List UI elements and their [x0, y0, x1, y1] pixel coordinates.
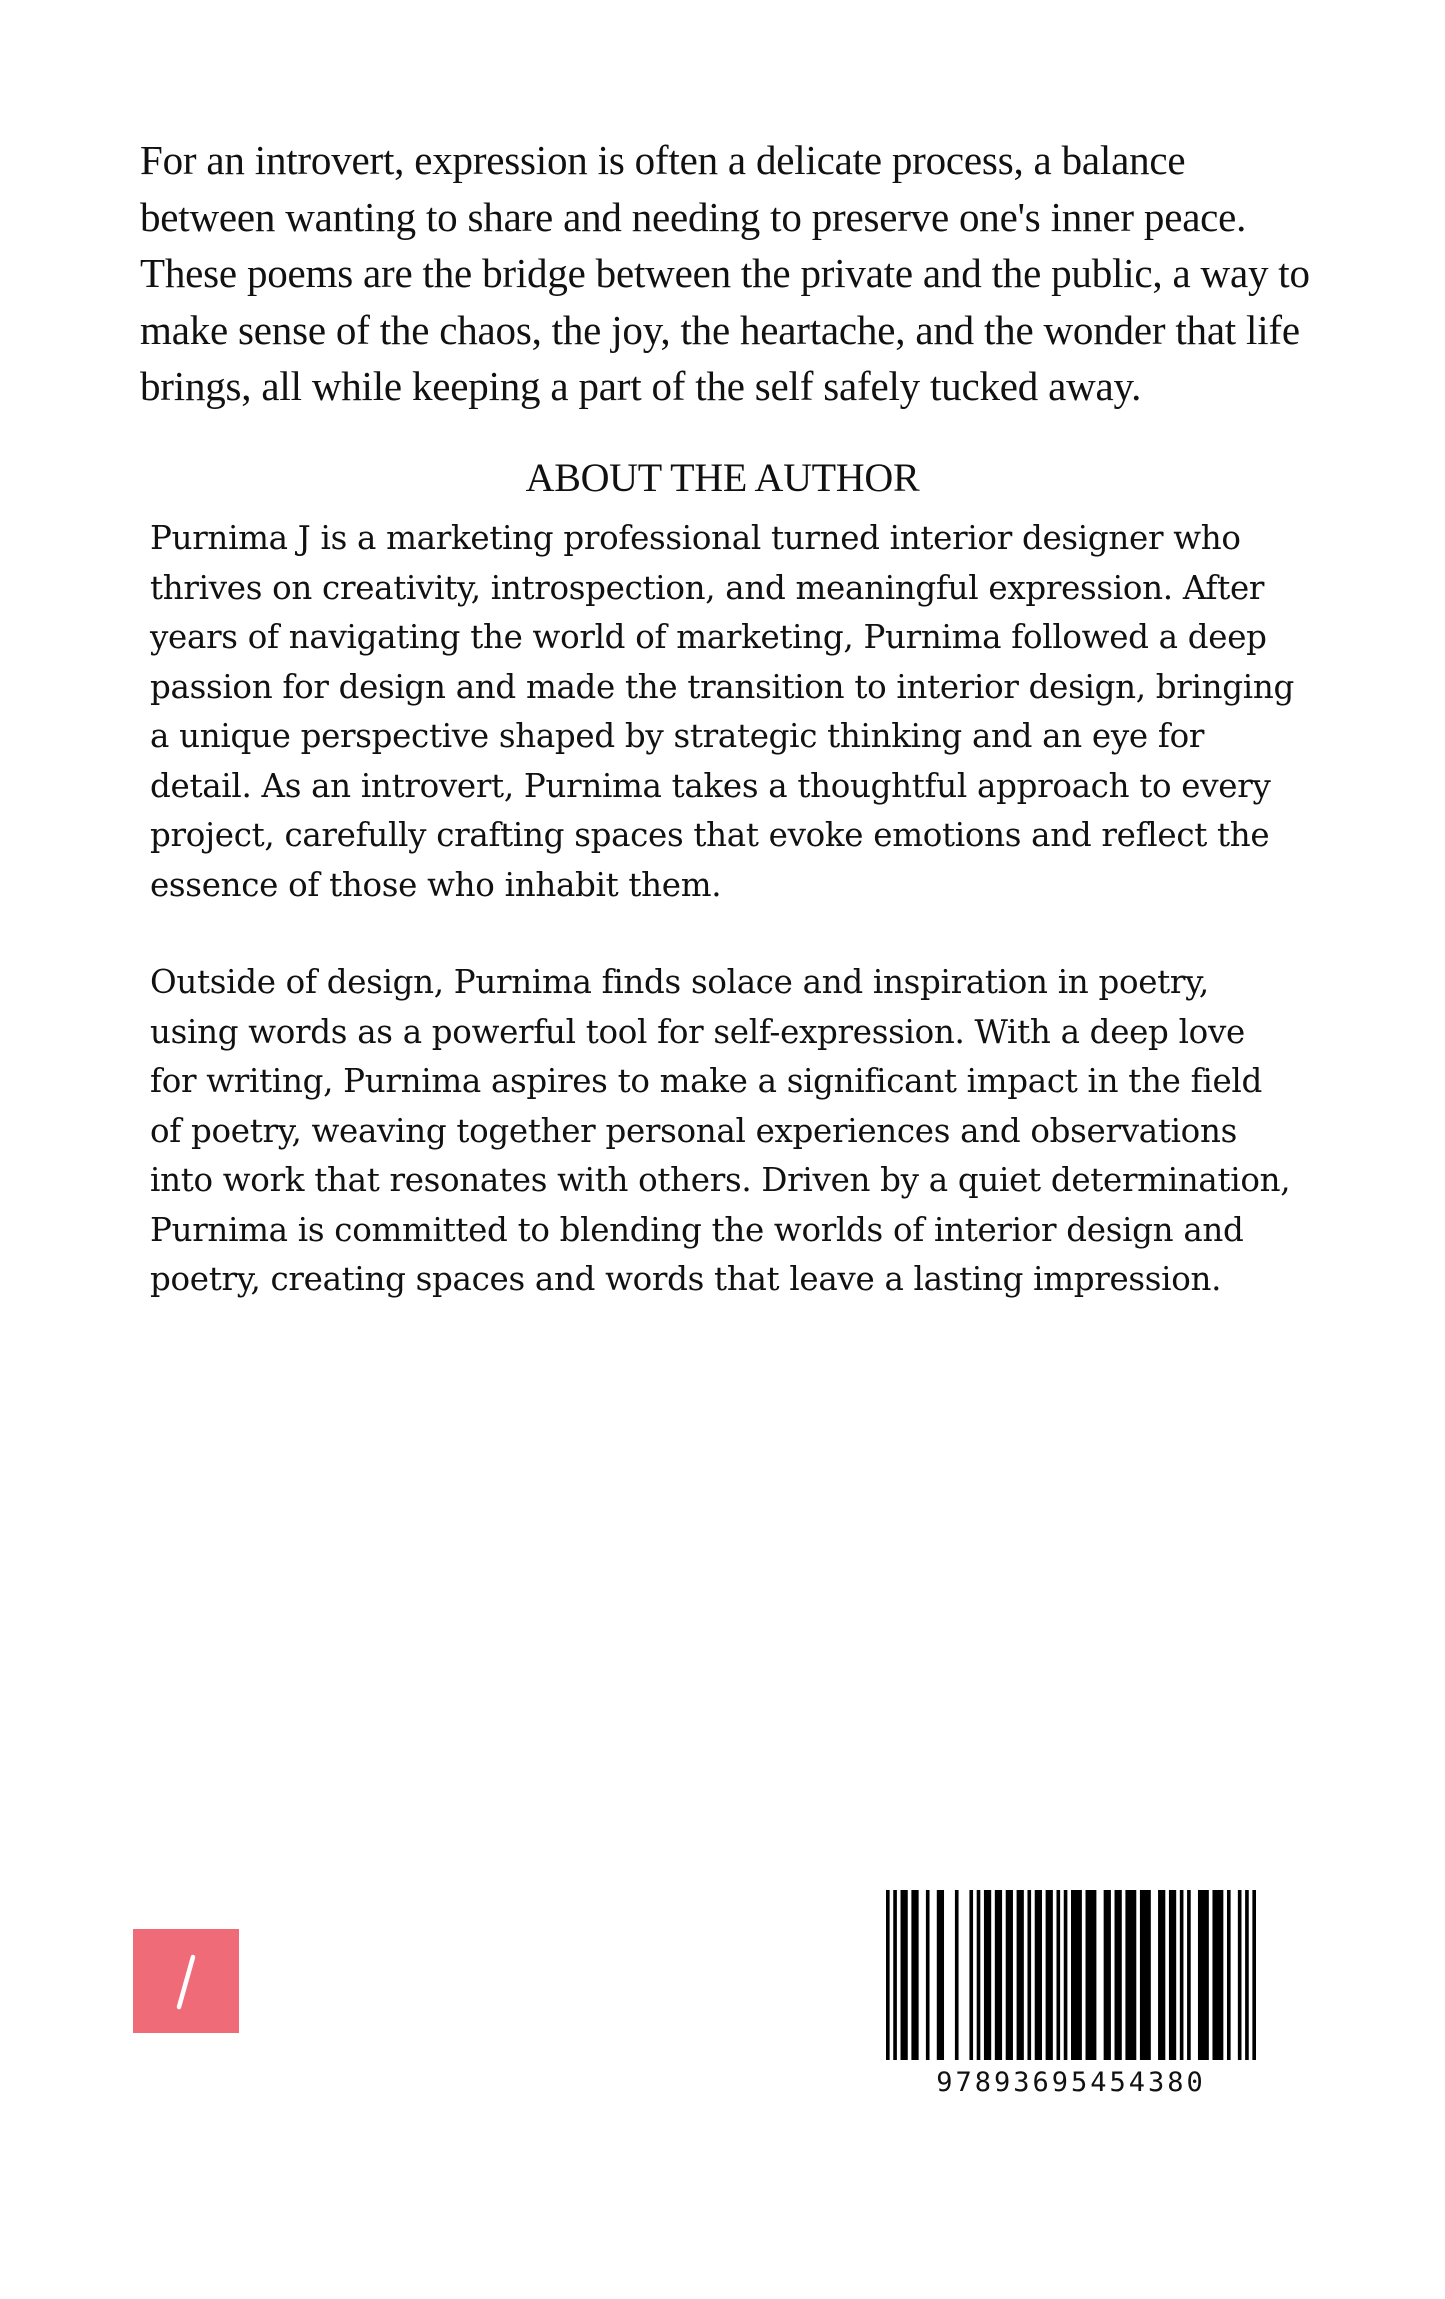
barcode-bar — [977, 1890, 981, 2060]
barcode-bar — [937, 1890, 944, 2060]
slash-logo-icon — [133, 1929, 239, 2033]
barcode-bar — [1064, 1890, 1068, 2060]
barcode-bar — [1006, 1890, 1013, 2060]
barcode-bar — [1180, 1890, 1184, 2060]
barcode-bar — [1027, 1890, 1031, 2060]
barcode-bar — [1017, 1890, 1024, 2060]
author-bio-paragraph-1: Purnima J is a marketing professional turned interior designer who thrives on creativity, introspection, and meaningful expression. After years of navigating the world of marketing, Purnima followed a deep passion for design and made the transition to interior design, bringing a unique perspective shaped by strategic thinking and an eye for detail. As an introvert, Purnima takes a thoughtful approach to every project, carefully crafting spaces that evoke emotions and reflect the essence of those who inhabit them. — [150, 519, 1294, 904]
barcode-bar — [1071, 1890, 1082, 2060]
barcode-bar — [1212, 1890, 1223, 2060]
barcode-bar — [969, 1890, 973, 2060]
barcode-bar — [901, 1890, 908, 2060]
publisher-logo — [133, 1929, 239, 2033]
barcode-bar — [1169, 1890, 1176, 2060]
barcode-bar — [1140, 1890, 1151, 2060]
barcode-bar — [955, 1890, 959, 2060]
barcode-bar — [1227, 1890, 1231, 2060]
barcode-bar — [886, 1890, 890, 2060]
barcode-bar — [1035, 1890, 1042, 2060]
barcode-bar — [1086, 1890, 1097, 2060]
barcode-bar — [1252, 1890, 1256, 2060]
barcode-bar — [1158, 1890, 1165, 2060]
barcode-bar — [926, 1890, 930, 2060]
author-bio-paragraph-2: Outside of design, Purnima finds solace and inspiration in poetry, using words as a powerful tool for self-expression. With a deep love for writing, Purnima aspires to make a significant impact in the field of poetry, weaving together personal experiences and observations into work that resonates with others. Driven by a quiet determination, Purnima is committed to blending the worlds of interior design and poetry, creating spaces and words that leave a lasting impression. — [150, 963, 1291, 1298]
barcode-bar — [1198, 1890, 1209, 2060]
barcode-bar — [1187, 1890, 1191, 2060]
barcode-bar — [1125, 1890, 1136, 2060]
barcode-bar — [893, 1890, 897, 2060]
intro-paragraph: For an introvert, expression is often a delicate process, a balance between wanting to share and needing to preserve one's inner peace. These poems are the bridge between the private and the public, a way to make sense of the chaos, the joy, the heartache, and the wonder that life brings, all while keeping a part of the self safely tucked away. — [140, 137, 1310, 409]
barcode-bar — [1115, 1890, 1122, 2060]
barcode-bar — [911, 1890, 918, 2060]
barcode-bar — [1238, 1890, 1242, 2060]
isbn-number: 97893695454380 — [936, 2067, 1206, 2098]
barcode-bar — [995, 1890, 1002, 2060]
barcode-bar — [1245, 1890, 1249, 2060]
barcode-bar — [1104, 1890, 1111, 2060]
isbn-barcode — [886, 1890, 1256, 2060]
barcode-bar — [1046, 1890, 1053, 2060]
barcode-bar — [1056, 1890, 1060, 2060]
about-author-heading: ABOUT THE AUTHOR — [525, 455, 920, 500]
barcode-bar — [984, 1890, 991, 2060]
